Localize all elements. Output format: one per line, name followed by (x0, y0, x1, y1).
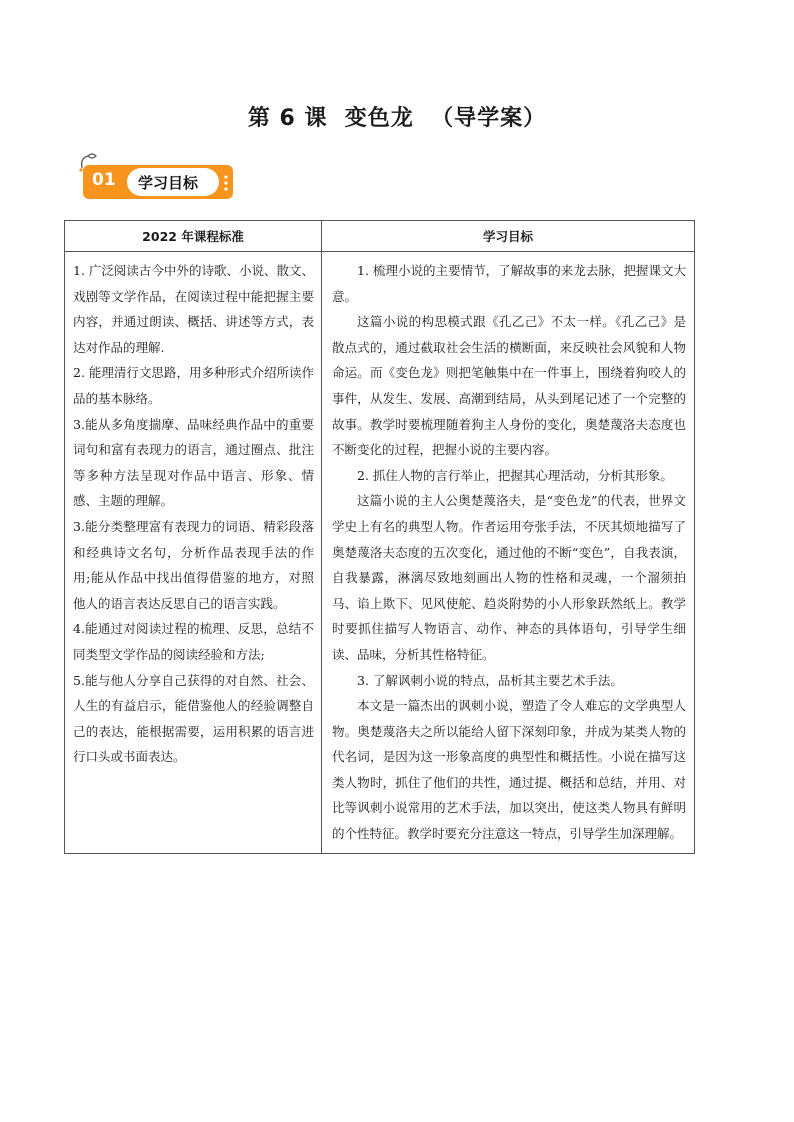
page-title: 第 6 课 变色龙 （导学案） (247, 106, 547, 131)
header-objectives: 学习目标 (322, 221, 695, 252)
dots-icon (222, 174, 230, 192)
objective-heading: 2. 抓住人物的言行举止，把握其心理活动，分析其形象。 (357, 467, 673, 483)
standard-item: 5.能与他人分享自己获得的对自然、社会、人生的有益启示，能借鉴他人的经验调整自己的表达，能根据需要，运用积累的语言进行口头或书面表达。 (73, 672, 314, 765)
standard-item: 3.能从多角度揣摩、品味经典作品中的重要词句和富有表现力的语言，通过圈点、批注等多种方法呈现对作品中语言、形象、情感、主题的理解。 (73, 416, 314, 509)
standard-item: 3.能分类整理富有表现力的词语、精彩段落和经典诗文名句，分析作品表现手法的作用;能从作品中找出值得借鉴的地方，对照他人的语言表达反思自己的语言实践。 (73, 518, 314, 611)
objectives-table (64, 220, 695, 854)
table-row (65, 252, 695, 854)
table-header-row (65, 221, 695, 252)
objectives-cell (322, 252, 695, 854)
objective-paragraph: 这篇小说的构思模式跟《孔乙己》不太一样。《孔乙己》是散点式的，通过截取社会生活的横断面，来反映社会风貌和人物命运。而《变色龙》则把笔触集中在一件事上，围绕着狗咬人的事件，从发生、发展、高潮到结局，从头到尾记述了一个完整的故事。教学时要梳理随着狗主人身份的变化，奥楚蔑洛夫态度也不断变化的过程，把握小说的主要内容。 (332, 314, 686, 458)
section-badge (76, 148, 236, 206)
standard-item: 2. 能理清行文思路，用多种形式介绍所读作品的基本脉络。 (73, 365, 314, 406)
section-label: 学习目标 (138, 174, 199, 192)
objective-heading: 1. 梳理小说的主要情节，了解故事的来龙去脉，把握课文大意。 (332, 263, 686, 304)
standard-item: 1. 广泛阅读古今中外的诗歌、小说、散文、戏剧等文学作品，在阅读过程中能把握主要内容，并通过朗读、概括、讲述等方式，表达对作品的理解. (73, 263, 314, 355)
objective-paragraph: 本文是一篇杰出的讽刺小说，塑造了令人难忘的文学典型人物。奥楚蔑洛夫之所以能给人留下深刻印象，并成为某类人物的代名词，是因为这一形象高度的典型性和概括性。小说在描写这类人物时，抓住了他们的共性，通过提、概括和总结，并用、对比等讽刺小说常用的艺术手法，加以突出，使这类人物具有鲜明的个性特征。教学时要充分注意这一特点，引导学生加深理解。 (332, 698, 686, 842)
objective-heading: 3. 了解讽刺小说的特点，品析其主要艺术手法。 (357, 672, 623, 688)
objective-paragraph: 这篇小说的主人公奥楚蔑洛夫，是“变色龙”的代表，世界文学史上有名的典型人物。作者运用夸张手法，不厌其烦地描写了奥楚蔑洛夫态度的五次变化，通过他的不断“变色”，自我表演，自我暴露，淋漓尽致地刻画出人物的性格和灵魂，一个溜须拍马、谄上欺下、见风使舵、趋炎附势的小人形象跃然纸上。教学时要抓住描写人物语言、动作、神态的具体语句，引导学生细读、品味，分析其性格特征。 (332, 493, 686, 662)
standard-item: 4.能通过对阅读过程的梳理、反思，总结不同类型文学作品的阅读经验和方法; (73, 621, 314, 662)
header-standards: 2022 年课程标准 (65, 221, 322, 252)
section-number: 01 (92, 170, 116, 190)
standards-cell (65, 252, 322, 854)
